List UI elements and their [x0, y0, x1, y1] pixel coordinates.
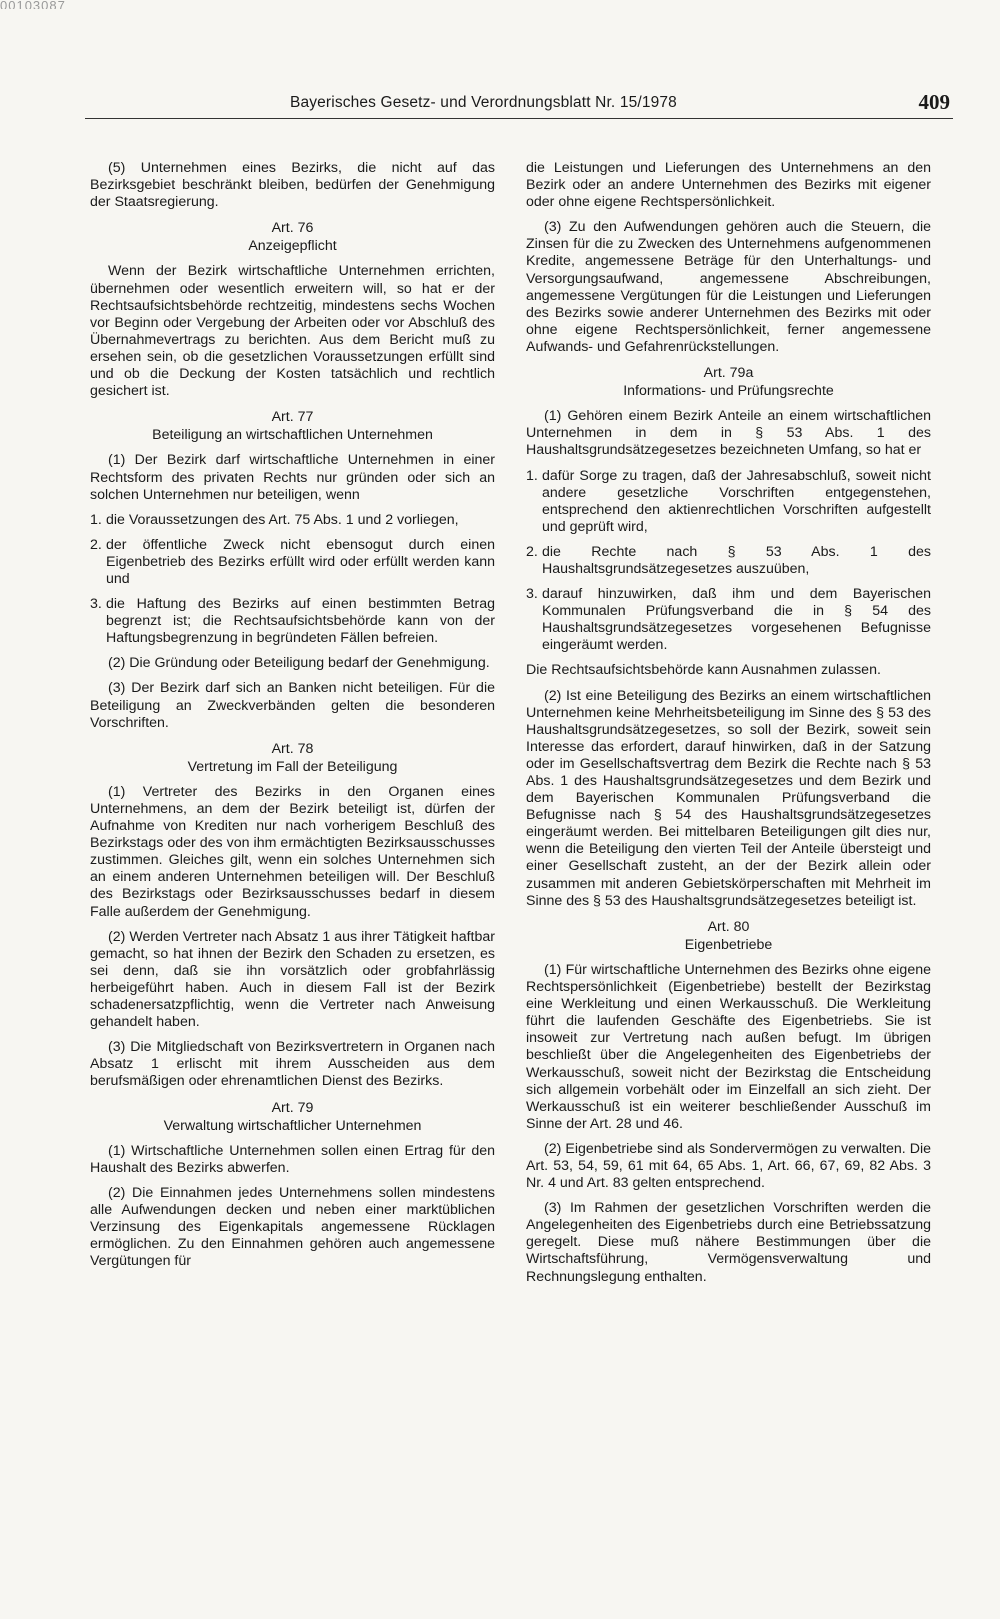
article-number: Art. 79a [703, 365, 754, 382]
article-number: Art. 78 [271, 740, 314, 757]
list-item [526, 586, 931, 654]
paragraph: (2) Eigenbetriebe sind als Sondervermögen zu verwalten. Die Art. 53, 54, 59, 61 mit 64, 65 Abs. 1, Art. 66, 67, 69, 82 Abs. 3 Nr. 4 und Art. 83 gelten entsprechend. [526, 1140, 931, 1192]
left-column [90, 160, 495, 1278]
paragraph: (3) Zu den Aufwendungen gehören auch die Steuern, die Zinsen für die zu Zwecken des Unternehmens aufgenommenen Kredite, angemessene Beträge für den Unterhaltungs- und Versorgungsaufwand, angemessene Abschreibungen, angemessene Vergütungen für die Leistungen und Lieferungen des Bezirks sowie anderer Unternehmen des Bezirks mit oder ohne eigene Rechtspersönlichkeit, ferner angemessene Aufwands- und Gefahrenrückstellungen. [526, 219, 931, 355]
list-item-text: darauf hinzuwirken, daß ihm und dem Bayerischen Kommunalen Prüfungsverband die in § 54 des Haushaltsgrundsätzegesetzes vorgesehenen Befugnisse eingeräumt werden. [542, 586, 931, 654]
list-item-number: 3. [90, 596, 102, 613]
list-item-number: 2. [526, 543, 538, 560]
list-item-number: 3. [526, 586, 538, 603]
list-item-text: der öffentliche Zweck nicht ebensogut durch einen Eigenbetrieb des Bezirks erfüllt wird oder erfüllt werden kann und [106, 536, 495, 587]
paragraph: (3) Die Mitgliedschaft von Bezirksvertretern in Organen nach Absatz 1 erlischt mit ihrem Ausscheiden aus dem berufsmäßigen oder ehrenamtlichen Dienst des Bezirks. [90, 1039, 495, 1090]
paragraph: (1) Gehören einem Bezirk Anteile an einem wirtschaftlichen Unternehmen in dem in § 53 Abs. 1 des Haushaltsgrundsätzegesetzes bezeichneten Umfang, so hat er [526, 408, 931, 459]
article-title: Eigenbetriebe [684, 936, 773, 953]
paragraph: (1) Wirtschaftliche Unternehmen sollen einen Ertrag für den Haushalt des Bezirks abwerfen. [90, 1142, 495, 1176]
paragraph: (1) Der Bezirk darf wirtschaftliche Unternehmen in einer Rechtsform des privaten Rechts nur gründen oder sich an solchen Unternehmen nur beteiligen, wenn [90, 452, 495, 503]
list-item [90, 537, 495, 588]
paragraph: Wenn der Bezirk wirtschaftliche Unternehmen errichten, übernehmen oder wesentlich erweitern will, so hat er der Rechtsaufsichtsbehörde rechtzeitig, mindestens sechs Wochen vor Beginn oder Vergebung der Arbeiten oder vor Abschluß des Übernahmevertrags zu berichten. Aus dem Bericht muß zu ersehen sein, ob die gesetzlichen Voraussetzungen erfüllt sind und ob die Deckung der Kosten tatsächlich und rechtlich gesichert ist. [90, 263, 495, 400]
list-item-text: die Voraussetzungen des Art. 75 Abs. 1 und 2 vorliegen, [106, 511, 459, 528]
list-item-text: dafür Sorge zu tragen, daß der Jahresabschluß, soweit nicht andere gesetzliche Vorschriften entgegenstehen, entsprechend den aktienrechtlichen Vorschriften aufgestellt und geprüft wird, [542, 467, 931, 535]
right-column [526, 160, 931, 1294]
article-number: Art. 77 [271, 409, 314, 426]
header-rule [85, 118, 953, 119]
paragraph: (5) Unternehmen eines Bezirks, die nicht auf das Bezirksgebiet beschränkt bleiben, bedürfen der Genehmigung der Staatsregierung. [90, 160, 495, 211]
paragraph: (1) Vertreter des Bezirks in den Organen eines Unternehmens, an dem der Bezirk beteiligt ist, dürfen der Aufnahme von Krediten nur nach vorherigem Beschluß des Bezirkstags oder des von ihm ermächtigten Bezirksausschusses zustimmen. Gleiches gilt, wenn ein solches Unternehmen sich an einem anderen Unternehmen beteiligen will. Der Beschluß des Bezirkstags oder Bezirksausschusses bedarf in diesem Falle außerdem der Genehmigung. [90, 783, 495, 920]
paragraph: (2) Ist eine Beteiligung des Bezirks an einem wirtschaftlichen Unternehmen keine Mehrheitsbeteiligung im Sinne des § 53 des Haushaltsgrundsätzegesetzes, so soll der Bezirk, soweit sein Interesse das erfordert, darauf hinwirken, daß in der Satzung oder im Gesellschaftsvertrag dem Bezirk die Rechte nach § 53 Abs. 1 des Haushaltsgrundsätzegesetzes und dem Bezirk und dem Bayerischen Kommunalen Prüfungsverband die Befugnisse nach § 54 des Haushaltsgrundsätzegesetzes eingeräumt werden. Bei mittelbaren Beteiligungen gilt dies nur, wenn die Beteiligung den vierten Teil der Anteile übersteigt und einer Gesellschaft zusteht, an der der Bezirk allein oder zusammen mit anderen Gebietskörperschaften mit Mehrheit im Sinne des § 53 des Haushaltsgrundsätzegesetzes beteiligt ist. [526, 687, 931, 909]
running-title: Bayerisches Gesetz- und Verordnungsblatt Nr. 15/1978 [290, 94, 677, 111]
list-item [90, 596, 495, 647]
paragraph: (2) Die Gründung oder Beteiligung bedarf der Genehmigung. [108, 655, 490, 672]
list-item-number: 1. [90, 511, 102, 528]
list-item [90, 512, 495, 529]
article-title: Vertretung im Fall der Beteiligung [187, 758, 398, 775]
list-item-number: 1. [526, 467, 538, 484]
article-number: Art. 79 [271, 1099, 314, 1116]
list-item-text: die Rechte nach § 53 Abs. 1 des Haushaltsgrundsätzegesetzes auszuüben, [542, 543, 931, 577]
paragraph: (2) Werden Vertreter nach Absatz 1 aus ihrer Tätigkeit haftbar gemacht, so hat ihnen der Bezirk den Schaden zu ersetzen, es sei denn, daß sie ihn vorsätzlich oder grobfahrlässig herbeigeführt haben. Auch in diesem Fall ist der Bezirk schadenersatzpflichtig, wenn die Vertreter nach Anweisung gehandelt haben. [90, 928, 495, 1031]
page-number: 409 [918, 90, 950, 114]
list-item [526, 468, 931, 536]
article-number: Art. 76 [271, 220, 314, 237]
paragraph: (3) Der Bezirk darf sich an Banken nicht beteiligen. Für die Beteiligung an Zweckverbänden gelten die besonderen Vorschriften. [90, 680, 495, 731]
paragraph: (3) Im Rahmen der gesetzlichen Vorschriften werden die Angelegenheiten des Eigenbetriebs durch eine Betriebssatzung geregelt. Diese muß nähere Bestimmungen über die Wirtschaftsführung, Vermögensverwaltung und Rechnungslegung enthalten. [526, 1200, 931, 1285]
article-number: Art. 80 [707, 918, 750, 935]
article-title: Beteiligung an wirtschaftlichen Unternehmen [152, 427, 433, 444]
list-item [526, 544, 931, 578]
paragraph-continued: die Leistungen und Lieferungen des Unternehmens an den Bezirk oder an andere Unternehmen des Bezirks mit eigener oder ohne eigene Rechtspersönlichkeit. [526, 160, 931, 211]
article-title: Verwaltung wirtschaftlicher Unternehmen [163, 1117, 422, 1134]
list-item-number: 2. [90, 536, 102, 553]
archive-stamp: 00103087 [0, 0, 66, 9]
article-title: Anzeigepflicht [248, 238, 337, 255]
paragraph: Die Rechtsaufsichtsbehörde kann Ausnahmen zulassen. [526, 662, 881, 679]
list-item-text: die Haftung des Bezirks auf einen bestimmten Betrag begrenzt ist; die Rechtsaufsichtsbehörde kann von der Haftungsbegrenzung in begründeten Fällen befreien. [106, 596, 495, 647]
paragraph: (2) Die Einnahmen jedes Unternehmens sollen mindestens alle Aufwendungen decken und neben einer marktüblichen Verzinsung des Eigenkapitals angemessene Rücklagen ermöglichen. Zu den Einnahmen gehören auch angemessene Vergütungen für [90, 1184, 495, 1270]
article-title: Informations- und Prüfungsrechte [623, 383, 834, 400]
paragraph: (1) Für wirtschaftliche Unternehmen des Bezirks ohne eigene Rechtspersönlichkeit (Eigenbetriebe) bestellt der Bezirkstag eine Werkleitung und einen Werkausschuß. Die Werkleitung führt die laufenden Geschäfte des Eigenbetriebs. Sie ist insoweit zur Vertretung nach außen befugt. Im übrigen beschließt über die Angelegenheiten des Eigenbetriebs der Werkausschuß, soweit nicht der Bezirkstag die Entscheidung sich allgemein vorbehält oder im Einzelfall an sich zieht. Der Werkausschuß ist ein weiterer beschließender Ausschuß im Sinne der Art. 28 und 46. [526, 961, 931, 1132]
